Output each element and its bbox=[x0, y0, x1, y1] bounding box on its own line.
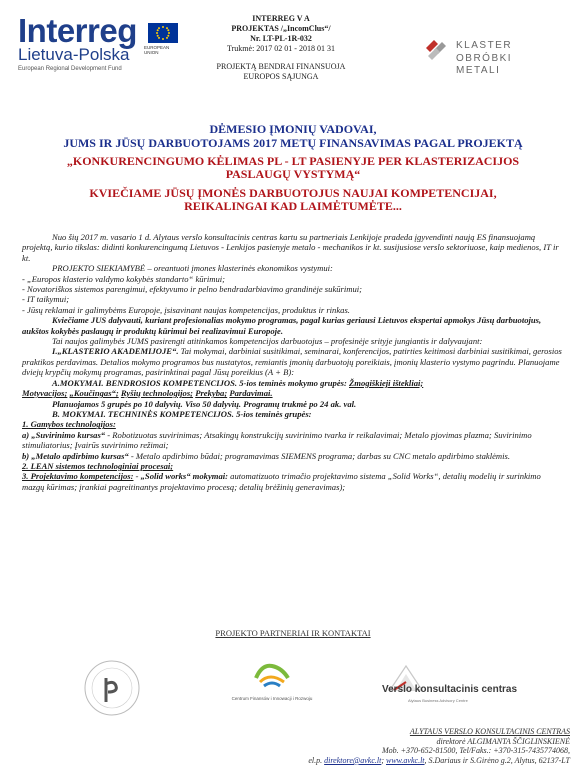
section-a-topics bbox=[22, 388, 565, 398]
klaster-logo-line2: OBRÓBKI METALI bbox=[456, 53, 513, 76]
project-info bbox=[196, 14, 366, 82]
academy-label: I.„KLASTERIO AKADEMIJOJE“. bbox=[52, 346, 179, 357]
klaster-logo bbox=[420, 34, 560, 74]
eu-caption: EUROPEAN UNION bbox=[144, 45, 170, 55]
avkc-logo-title: Verslo konsultacinis centras bbox=[382, 684, 518, 695]
eu-flag-icon bbox=[148, 23, 178, 43]
section-a-title: A.MOKYMAI. BENDROSIOS KOMPETENCIJOS. 5-ios teminės mokymo grupės: bbox=[52, 377, 350, 388]
klaster-logo-line1: KLASTER bbox=[456, 40, 513, 51]
heading-invitation-line2: REIKALINGAI KAD LAIMĖTUMĖTE... bbox=[184, 199, 402, 213]
interreg-logo-title: Interreg bbox=[18, 12, 137, 49]
group-3-text: automatizuoto trimačio projektavimo sistema „Solid Works“, detalių modelių ir surinkimo mazgų kūrimas; įrankiai pagreitinantys projektavimo procesą; detalių brėžinių generavimas); bbox=[22, 471, 541, 492]
group-1a bbox=[22, 430, 565, 451]
topic-trade: Prekyba; bbox=[195, 388, 228, 399]
avkc-logo bbox=[368, 658, 518, 710]
footer-address: , S.Dariaus ir S.Girėno g.2, Alytus, 62137-LT bbox=[424, 755, 570, 765]
cfir-logo-caption: Centrum Finansów i Innowacji i Rozwoju bbox=[231, 696, 313, 701]
goal-bullet-3: - IT taikymui; bbox=[22, 294, 70, 305]
cfir-logo-icon bbox=[252, 658, 292, 694]
footer-website-link[interactable]: www.avkc.lt bbox=[386, 755, 425, 765]
goal-bullet-4: - Jūsų reklamai ir galimybėms Europoje, įsisavinant naujas kompetencijas, produktus ir rinkas. bbox=[22, 304, 350, 315]
footer-separator: ; bbox=[381, 755, 386, 765]
academy-paragraph bbox=[22, 346, 565, 377]
group-1b-text: - Metalo apdirbimo būdai; programavimas SIEMENS programa; darbas su CNC metalo apdirbimo staklėmis. bbox=[128, 450, 511, 461]
academy-text: Tai mokymai, darbiniai susitikimai, seminarai, konferencijos, patirties keitimosi darbiniai susitikimai, gerosios praktikos perdavimas. Detalios mokymo programos bus nustatytos, remiantis įmonių darbuotojų poreikiais, įmonių klasterio vystymo pagrindu. Planuojame dviejų krypčių mokymų programas, pasirinktinai pagal Jūsų poreikius (A + B): bbox=[22, 346, 562, 378]
heading-attention: DĖMESIO ĮMONIŲ VADOVAI, bbox=[209, 122, 377, 136]
intro-paragraph: Nuo šių 2017 m. vasario 1 d. Alytaus verslo konsultacinis centras kartu su partneriais Lenkijoje pradeda įgyvendinti naują ES finansuojamą projektą, kurio tikslas: didinti konkurencingumą Lietuvos - Lenkijos pasienyje metalo - mechanikos ir kt. susijusiose verslo sektoriuose, kaip medienos, IT ir kt. bbox=[22, 232, 559, 263]
goal-text: – oreantuoti įmones klasterinės ekonomikos vystymui: bbox=[145, 263, 333, 274]
group-3-label: 3. Projektavimo kompetencijos: bbox=[22, 471, 134, 482]
goal-bullet-2: - Novatoriškos sistemos parengimui, efektyvumo ir pelno bendradarbiavimo grandinėje sukūrimui; bbox=[22, 284, 363, 295]
cfir-logo bbox=[228, 658, 316, 710]
interreg-logo-subtitle: Lietuva-Polska bbox=[18, 45, 130, 64]
heading-project-title-line2: PASLAUGŲ VYSTYMĄ“ bbox=[225, 167, 361, 181]
project-number: Nr. LT-PL-1R-032 bbox=[250, 34, 312, 43]
group-3-course: - „Solid works“ mokymai: bbox=[133, 471, 229, 482]
contact-footer bbox=[250, 727, 570, 765]
goal-label: PROJEKTO SIEKIAMYBĖ bbox=[52, 263, 146, 274]
project-duration: Trukmė: 2017 02 01 - 2018 01 31 bbox=[227, 44, 335, 53]
avkc-logo-caption: Alytaus Business Advisory Centre bbox=[408, 698, 468, 703]
section-a-plan: Planuojamos 5 grupės po 10 dalyvių. Viso 50 dalyvių. Programų trukmė po 24 ak. val. bbox=[52, 398, 357, 409]
funding-line2: EUROPOS SĄJUNGA bbox=[243, 72, 319, 81]
heading-financing: JUMS IR JŪSŲ DARBUOTOJAMS 2017 METŲ FINANSAVIMAS PAGAL PROJEKTĄ bbox=[63, 136, 523, 150]
group-1-title: 1. Gamybos technologijos: bbox=[22, 419, 116, 430]
group-1b bbox=[22, 451, 565, 461]
body-text bbox=[22, 232, 565, 492]
footer-contacts bbox=[250, 756, 570, 766]
section-a bbox=[22, 378, 565, 388]
interreg-fund-caption: European Regional Development Fund bbox=[18, 66, 122, 72]
heading-invitation-line1: KVIEČIAME JŪSŲ ĮMONĖS DARBUOTOJUS NAUJAI KOMPETENCIJAI, bbox=[89, 186, 497, 200]
project-programme: INTERREG V A bbox=[252, 14, 310, 23]
footer-email-link[interactable]: direktore@avkc.lt bbox=[324, 755, 382, 765]
footer-organisation: ALYTAUS VERSLO KONSULTACINIS CENTRAS bbox=[409, 727, 570, 736]
footer-director: direktorė ALGIMANTA ŠČIGLINSKIENĖ bbox=[436, 736, 570, 746]
opportunity-paragraph: Tai naujos galimybės JUMS pasirengti atitinkamos kompetencijos darbuotojus – profesinėje srityje jungiantis ir dalyvaujant: bbox=[52, 336, 483, 347]
topic-motivation: Motyvacijos; bbox=[22, 388, 68, 399]
footer-email-label: el.p. bbox=[308, 755, 325, 765]
topic-communication: Ryšių technologijos; bbox=[120, 388, 194, 399]
section-b-title: B. MOKYMAI. TECHNINĖS KOMPETENCIJOS. 5-ios teminės grupės: bbox=[52, 408, 312, 419]
group-1b-label: b) „Metalo apdirbimo kursas“ bbox=[22, 450, 129, 461]
funding-line1: PROJEKTĄ BENDRAI FINANSUOJA bbox=[216, 62, 346, 71]
topic-coaching: „Koučingas“; bbox=[69, 388, 119, 399]
group-2-title: 2. LEAN sistemos technologiniai procesai; bbox=[22, 460, 174, 471]
goal-bullet-1: - „Europos klasterio valdymo kokybės standarto“ kūrimui; bbox=[22, 273, 226, 284]
topic-human-resources: Žmogiškieji ištekliai; bbox=[349, 377, 424, 388]
klaster-logo-icon bbox=[420, 34, 450, 64]
invitation-paragraph: Kviečiame JUS dalyvauti, kuriant profesionalias mokymo programas, pagal kurias geriausi Lietuvos ekspertai apmokys Jūsų darbuotojus, aukštos kokybės paslaugų ir produktų kūrimui bei realizavimui Europoje. bbox=[22, 315, 542, 336]
group-3 bbox=[22, 471, 565, 492]
topic-sales: Pardavimai. bbox=[229, 388, 273, 399]
group-1a-label: a) „Suvirinimo kursas“ bbox=[22, 429, 106, 440]
group-1a-text: - Robotizuotas suvirinimas; Atsakingų konstrukcijų suvirinimo tvarka ir reikalavimai; Metalo pjovimas plazma; Suvirinimo stimuliatorius; Įvairūs suvirinimo režimai; bbox=[22, 429, 532, 451]
university-seal-logo bbox=[82, 658, 142, 718]
footer-phones: Mob. +370-652-81500, Tel/Faks.: +370-315-7435774068, bbox=[381, 746, 570, 756]
heading-project-title bbox=[0, 155, 586, 181]
heading-project-title-line1: „KONKURENCINGUMO KĖLIMAS PL - LT PASIENYJE PER KLASTERIZACIJOS bbox=[66, 154, 520, 168]
heading-invitation bbox=[0, 187, 586, 213]
goal-paragraph bbox=[22, 263, 565, 273]
project-name: PROJEKTAS /„IncomClus“/ bbox=[231, 24, 331, 33]
partners-title: PROJEKTO PARTNERIAI IR KONTAKTAI bbox=[215, 628, 371, 638]
